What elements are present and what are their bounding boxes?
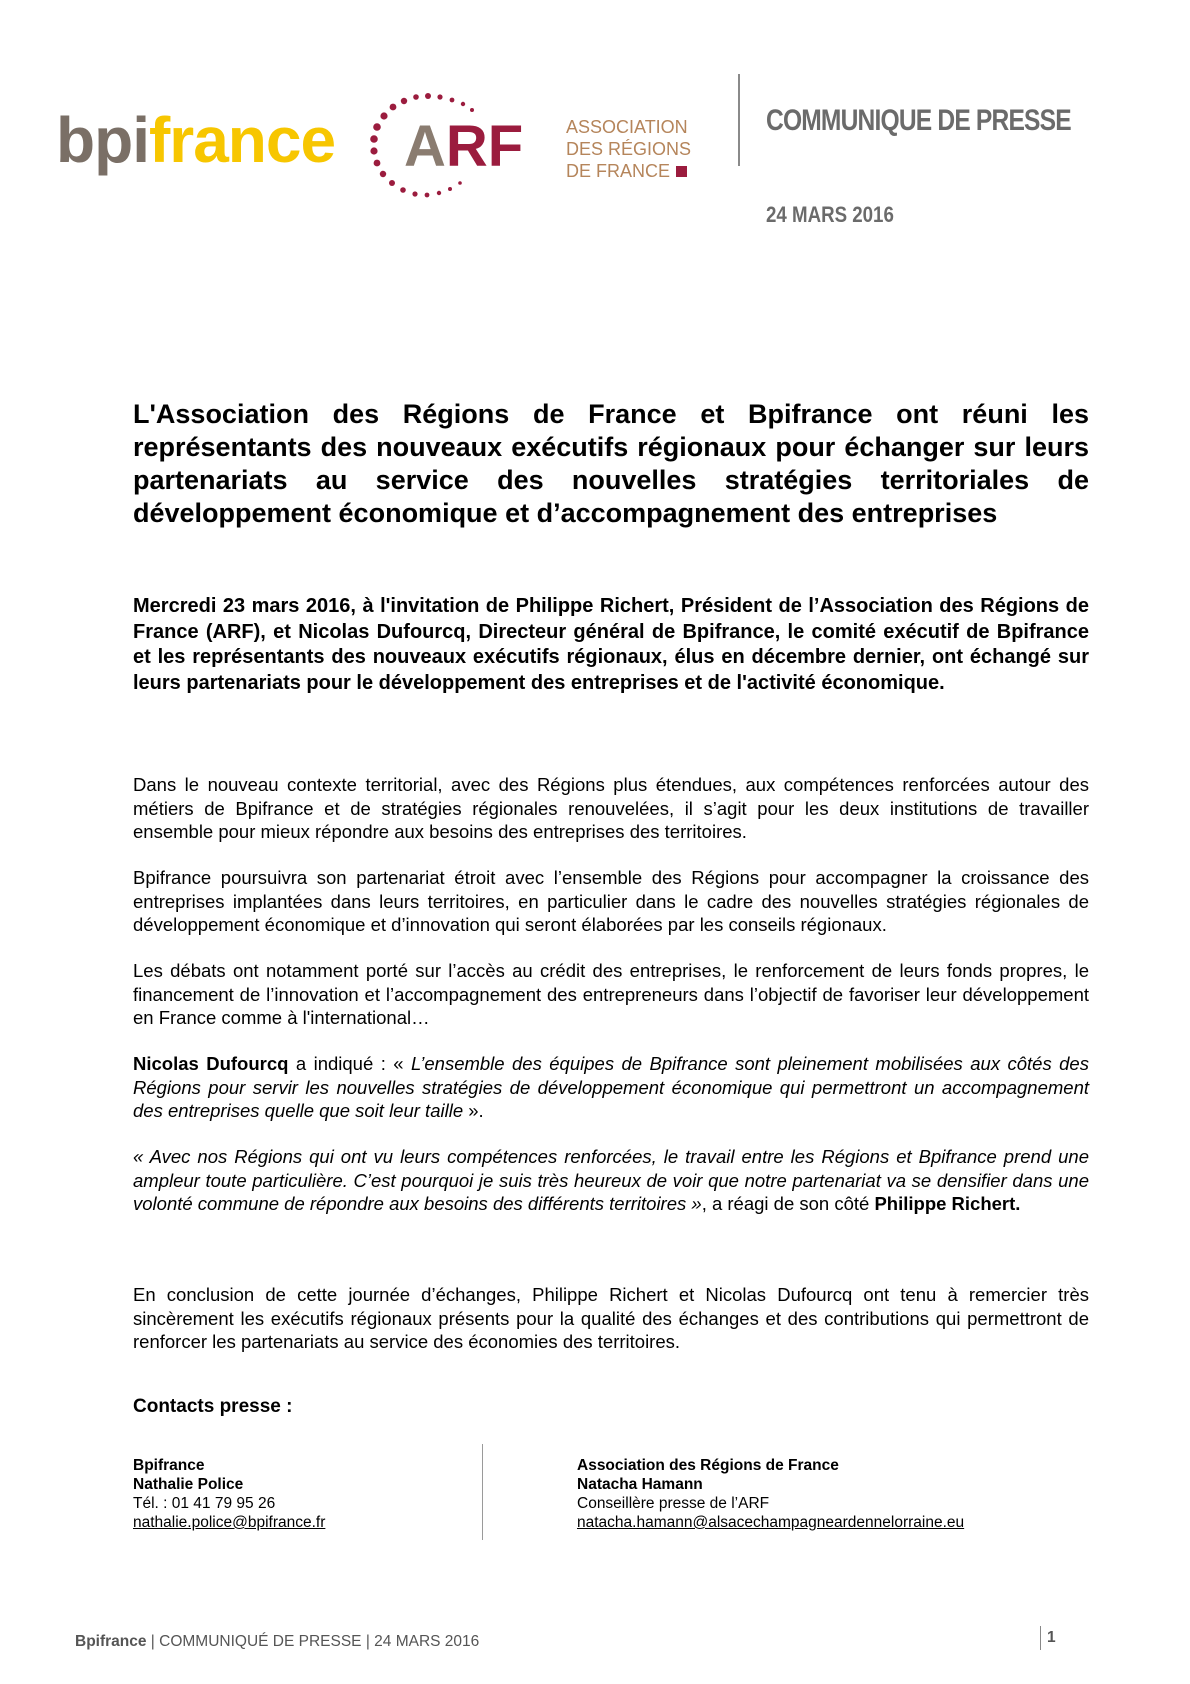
contact-org: Bpifrance [133, 1457, 205, 1474]
press-release-title: COMMUNIQUE DE PRESSE [766, 104, 1071, 137]
bpifrance-logo [56, 104, 336, 176]
header-divider [738, 74, 740, 166]
page-number: 1 [1047, 1629, 1056, 1646]
contact-email-link[interactable]: nathalie.police@bpifrance.fr [133, 1514, 326, 1531]
arf-logo-caption [566, 116, 691, 182]
article-lead: Mercredi 23 mars 2016, à l'invitation de Philippe Richert, Président de l’Association des Régions de France (ARF), et Nicolas Dufourcq, Directeur général de Bpifrance, le comité exécutif de Bpifrance et les représentants des nouveaux exécutifs régionaux, élus en décembre dernier, ont échangé sur leurs partenariats pour le développement des entreprises et de l'activité économique. [133, 595, 1089, 694]
arf-logo-a: A [404, 114, 446, 179]
paragraph-6: En conclusion de cette journée d’échanges, Philippe Richert et Nicolas Dufourcq ont tenu à remercier très sincèrement les exécutifs régionaux présents pour la qualité des échanges et des contributions qui permettront de renforcer les partenariats au service des économies des territoires. [133, 1284, 1089, 1352]
arf-logo-wordmark [404, 114, 524, 179]
contacts-title: Contacts presse : [133, 1396, 293, 1417]
arf-square-icon [676, 166, 687, 177]
arf-logo-rf: RF [445, 114, 524, 179]
bpi-logo-part1: bpi [56, 104, 149, 176]
footer-brand: Bpifrance [75, 1633, 147, 1650]
quote-attribution: , a réagi de son côté [701, 1193, 875, 1214]
contact-org: Association des Régions de France [577, 1457, 839, 1474]
contact-role: Conseillère presse de l’ARF [577, 1495, 770, 1512]
arf-caption-line1: ASSOCIATION [566, 117, 688, 137]
quote-author-richert: Philippe Richert. [874, 1193, 1021, 1214]
article-headline: L'Association des Régions de France et Bpifrance ont réuni les représentants des nouveaux exécutifs régionaux pour échanger sur leurs partenariats au service des nouvelles stratégies territoriales de développement économique et d’accompagnement des entreprises [133, 399, 1089, 528]
arf-caption-line3: DE FRANCE [566, 161, 671, 181]
paragraph-5 [133, 1145, 1089, 1216]
quote-richert: « Avec nos Régions qui ont vu leurs compétences renforcées, le travail entre les Régions et Bpifrance prend une ampleur toute particulière. C’est pourquoi je suis très heureux de voir que notre partenariat va se densifier dans une volonté commune de répondre aux besoins des différents territoires » [133, 1146, 1089, 1214]
paragraph-2: Bpifrance poursuivra son partenariat étroit avec l’ensemble des Régions pour accompagner la croissance des entreprises implantées dans leurs territoires, en particulier dans le cadre des nouvelles stratégies régionales de développement économique et d’innovation qui seront élaborées par les conseils régionaux. [133, 867, 1089, 935]
footer-text: | COMMUNIQUÉ DE PRESSE | 24 MARS 2016 [146, 1633, 480, 1650]
arf-caption-line2: DES RÉGIONS [566, 139, 692, 159]
paragraph-4 [133, 1052, 1089, 1123]
contact-name: Nathalie Police [133, 1476, 244, 1493]
contact-name: Natacha Hamann [577, 1476, 703, 1493]
paragraph-1: Dans le nouveau contexte territorial, avec des Régions plus étendues, aux compétences renforcées autour des métiers de Bpifrance et de stratégies régionales renouvelées, il s’agit pour les deux institutions de travailler ensemble pour mieux répondre aux besoins des entreprises des territoires. [133, 774, 1089, 842]
quote-author-dufourcq: Nicolas Dufourcq [133, 1053, 289, 1074]
contacts-divider [482, 1444, 483, 1540]
contact-bpifrance [133, 1456, 325, 1532]
contact-email-link[interactable]: natacha.hamann@alsacechampagneardennelorraine.eu [577, 1514, 965, 1531]
contact-arf [577, 1456, 964, 1532]
contact-phone: Tél. : 01 41 79 95 26 [133, 1495, 276, 1512]
quote-dufourcq: L’ensemble des équipes de Bpifrance sont pleinement mobilisées aux côtés des Régions pour servir les nouvelles stratégies de développement économique qui permettront un accompagnement des entreprises quelle que soit leur taille [133, 1053, 1089, 1121]
paragraph-3: Les débats ont notamment porté sur l’accès au crédit des entreprises, le renforcement de leurs fonds propres, le financement de l’innovation et l’accompagnement des entrepreneurs dans l’objectif de favoriser leur développement en France comme à l'international… [133, 960, 1089, 1028]
bpi-logo-part2: france [148, 104, 336, 176]
quote-end: ». [463, 1100, 484, 1121]
quote-intro: a indiqué : « [288, 1053, 411, 1074]
page-footer [75, 1633, 479, 1651]
page-number-divider [1040, 1626, 1041, 1650]
press-release-date: 24 MARS 2016 [766, 202, 894, 227]
